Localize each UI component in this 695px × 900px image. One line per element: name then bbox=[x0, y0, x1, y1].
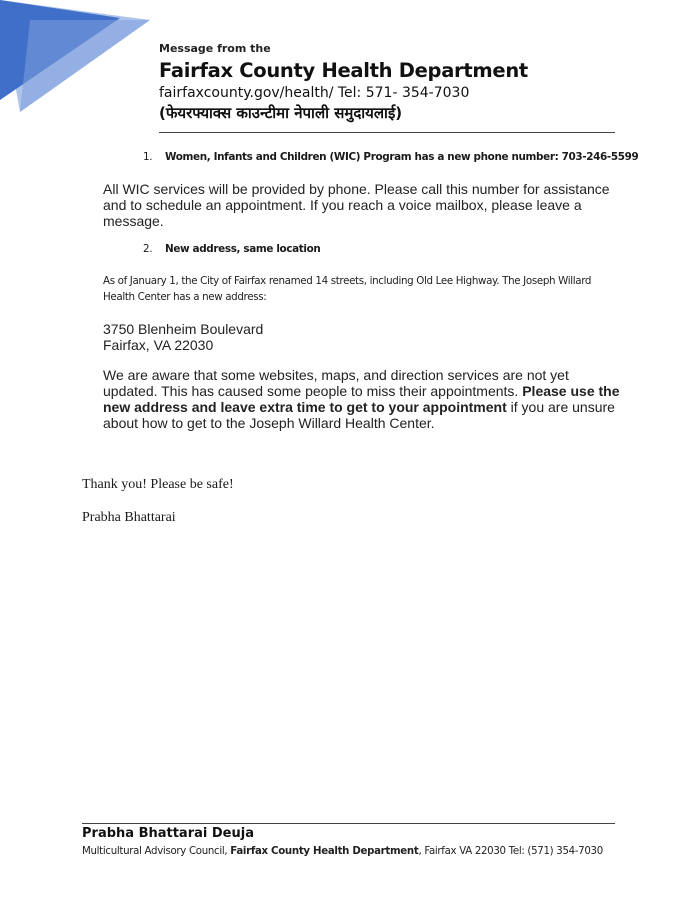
footer-name: Prabha Bhattarai Deuja bbox=[82, 826, 254, 841]
footer-org-suffix: , Fairfax VA 22030 Tel: (571) 354-7030 bbox=[418, 846, 603, 857]
letterhead-nepali-line: (फेयरफ्याक्स काउन्टीमा नेपाली समुदायलाई) bbox=[159, 104, 403, 122]
footer-org-prefix: Multicultural Advisory Council, bbox=[82, 846, 231, 857]
list-item-number: 2. bbox=[143, 243, 153, 255]
address-intro: As of January 1, the City of Fairfax renamed 14 streets, including Old Lee Highway. The Joseph Willard Health Center has a new address: bbox=[103, 275, 592, 303]
list-item-1 bbox=[143, 151, 638, 163]
notice-paragraph bbox=[103, 367, 623, 431]
letterhead bbox=[159, 42, 619, 123]
list-item-2 bbox=[143, 243, 320, 255]
address-block bbox=[103, 321, 623, 353]
closing-line: Thank you! Please be safe! bbox=[82, 477, 234, 492]
letterhead-contact: fairfaxcounty.gov/health/ Tel: 571- 354-7030 bbox=[159, 85, 470, 101]
notice-text-bold: Please use the new address and leave extra time to get to your appointment bbox=[103, 383, 620, 415]
footer-org-bold: Fairfax County Health Department bbox=[230, 846, 419, 857]
signature: Prabha Bhattarai bbox=[82, 510, 176, 525]
address-line-1: 3750 Blenheim Boulevard bbox=[103, 321, 264, 337]
footer-organization bbox=[82, 846, 603, 857]
corner-decoration bbox=[0, 0, 160, 120]
letterhead-pretitle: Message from the bbox=[159, 42, 271, 55]
wic-paragraph: All WIC services will be provided by phone. Please call this number for assistance and to schedule an appointment. If you reach a voice mailbox, please leave a message. bbox=[103, 181, 610, 229]
list-item-number: 1. bbox=[143, 151, 153, 163]
address-line-2: Fairfax, VA 22030 bbox=[103, 337, 214, 353]
notice-text-1: We are aware that some websites, maps, and direction services are not yet updated. This has caused some people to miss their appointments. bbox=[103, 367, 569, 399]
list-item-text: Women, Infants and Children (WIC) Program has a new phone number: 703-246-5599 bbox=[165, 151, 639, 163]
corner-shape-mid bbox=[20, 20, 150, 112]
footer-divider bbox=[82, 823, 615, 824]
letterhead-title: Fairfax County Health Department bbox=[159, 59, 528, 82]
header-divider bbox=[159, 132, 615, 133]
notice-text-2: if you are unsure about how to get to the Joseph Willard Health Center. bbox=[103, 399, 615, 431]
list-item-text: New address, same location bbox=[165, 243, 321, 255]
